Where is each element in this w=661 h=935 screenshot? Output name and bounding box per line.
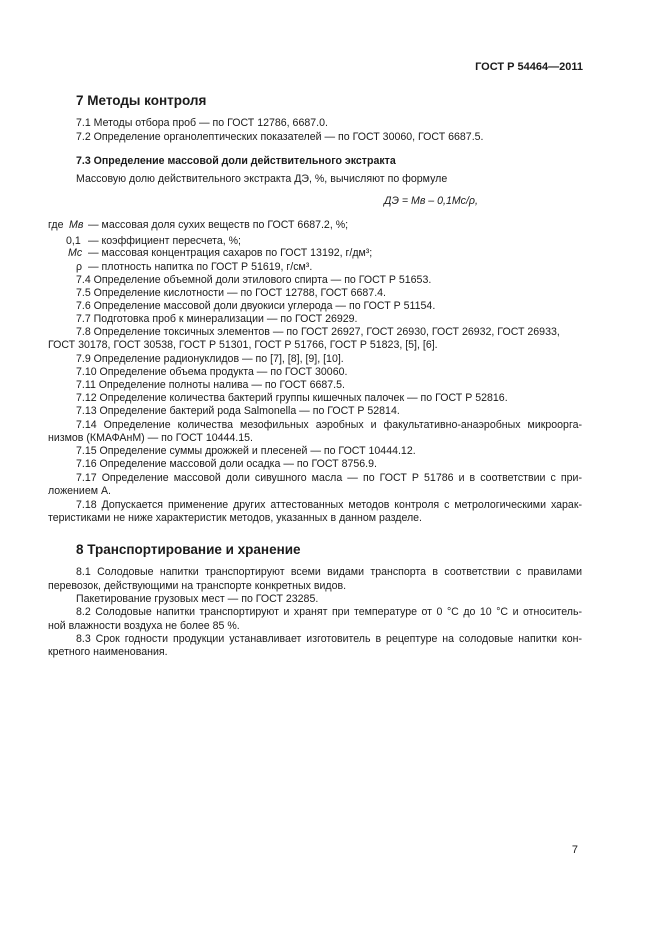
clause-7-7: 7.7 Подготовка проб к минерализации — по ГОСТ 26929. [76,313,358,325]
subsection-7-3-title: 7.3 Определение массовой доли действительного экстракта [76,155,396,167]
clause-7-5: 7.5 Определение кислотности — по ГОСТ 12788, ГОСТ 6687.4. [76,287,386,299]
document-header: ГОСТ Р 54464—2011 [475,61,583,73]
clause-8-2-line1: 8.2 Солодовые напитки транспортируют и хранят при температуре от 0 °С до 10 °С и относитель- [76,606,582,618]
section-8-title: 8 Транспортирование и хранение [76,542,301,557]
clause-7-2: 7.2 Определение органолептических показателей — по ГОСТ 30060, ГОСТ 6687.5. [76,131,484,143]
where-symbol-coef: 0,1 [66,235,81,247]
clause-7-10: 7.10 Определение объема продукта — по ГОСТ 30060. [76,366,348,378]
clause-7-14-line1: 7.14 Определение количества мезофильных аэробных и факультативно-анаэробных микроорга- [76,419,582,431]
clause-7-11: 7.11 Определение полноты налива — по ГОСТ 6687.5. [76,379,345,391]
clause-7-1: 7.1 Методы отбора проб — по ГОСТ 12786, 6687.0. [76,117,328,129]
clause-7-3-text: Массовую долю действительного экстракта ДЭ, %, вычисляют по формуле [76,173,448,185]
clause-7-14-line2: низмов (КМАФАнМ) — по ГОСТ 10444.15. [48,432,253,444]
clause-7-6: 7.6 Определение массовой доли двуокиси углерода — по ГОСТ Р 51154. [76,300,436,312]
clause-7-15: 7.15 Определение суммы дрожжей и плесеней — по ГОСТ 10444.12. [76,445,416,457]
clause-7-18-line1: 7.18 Допускается применение других аттестованных методов контроля с метрологическими харак- [76,499,582,511]
formula: ДЭ = Mв – 0,1Mс/ρ, [384,195,478,207]
clause-7-18-line2: теристиками не ниже характеристик методов, указанных в данном разделе. [48,512,422,524]
page-number: 7 [571,844,578,856]
clause-8-1-line2: перевозок, действующими на транспорте конкретных видов. [48,580,347,592]
section-7-title: 7 Методы контроля [76,93,207,108]
clause-8-3-line1: 8.3 Срок годности продукции устанавливает изготовитель в рецептуре на солодовые напитки кон- [76,633,582,645]
where-label: где [48,219,64,231]
clause-7-9: 7.9 Определение радионуклидов — по [7], [8], [9], [10]. [76,353,344,365]
clause-7-8-line1: 7.8 Определение токсичных элементов — по ГОСТ 26927, ГОСТ 26930, ГОСТ 26932, ГОСТ 26933, [76,326,560,338]
clause-7-16: 7.16 Определение массовой доли осадка — по ГОСТ 8756.9. [76,458,377,470]
where-text-coef: — коэффициент пересчета, %; [88,235,241,247]
where-symbol-mc: Mс [68,247,83,259]
clause-7-17-line1: 7.17 Определение массовой доли сивушного масла — по ГОСТ Р 51786 и в соответствии с при- [76,472,582,484]
clause-7-4: 7.4 Определение объемной доли этилового спирта — по ГОСТ Р 51653. [76,274,432,286]
clause-8-1-packaging: Пакетирование грузовых мест — по ГОСТ 23285. [76,593,319,605]
clause-7-12: 7.12 Определение количества бактерий группы кишечных палочек — по ГОСТ Р 52816. [76,392,508,404]
clause-8-1-line1: 8.1 Солодовые напитки транспортируют всеми видами транспорта в соответствии с правилами [76,566,582,578]
where-text-mv: — массовая доля сухих веществ по ГОСТ 6687.2, %; [88,219,349,231]
where-text-mc: — массовая концентрация сахаров по ГОСТ 13192, г/дм³; [88,247,373,259]
clause-7-17-line2: ложением А. [48,485,111,497]
clause-7-8-line2: ГОСТ 30178, ГОСТ 30538, ГОСТ Р 51301, ГОСТ Р 51766, ГОСТ Р 51823, [5], [6]. [48,339,438,351]
where-symbol-mv: Mв [69,219,84,231]
where-symbol-rho: ρ [76,261,83,273]
clause-7-13: 7.13 Определение бактерий рода Salmonella — по ГОСТ Р 52814. [76,405,400,417]
where-text-rho: — плотность напитка по ГОСТ Р 51619, г/см³. [88,261,313,273]
clause-8-2-line2: ной влажности воздуха не более 85 %. [48,620,240,632]
clause-8-3-line2: кретного наименования. [48,646,168,658]
